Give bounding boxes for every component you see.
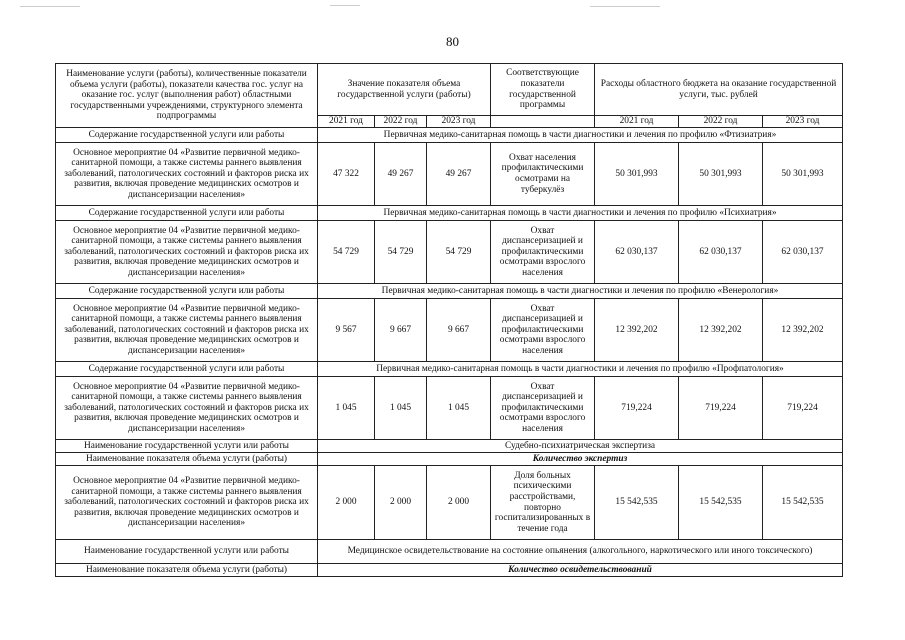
section-title-row xyxy=(56,206,843,221)
expense-2021: 50 301,993 xyxy=(595,143,679,206)
indicator-value: Количество экспертиз xyxy=(318,453,843,466)
indicator-label: Наименование показателя объема услуги (работы) xyxy=(56,453,318,466)
expense-2023: 12 392,202 xyxy=(763,299,843,362)
expense-2021: 62 030,137 xyxy=(595,221,679,284)
page-number: 80 xyxy=(446,34,459,49)
indicator-value: Количество освидетельствований xyxy=(318,564,843,577)
section-title-row xyxy=(56,128,843,143)
header-year: 2023 год xyxy=(763,116,843,128)
header-year: 2022 год xyxy=(375,116,427,128)
section-title: Первичная медико-санитарная помощь в части диагностики и лечения по профилю «Венерология» xyxy=(318,284,843,299)
volume-2022: 1 045 xyxy=(375,377,427,440)
program-indicator: Охват населения профилактическими осмотрами на туберкулёз xyxy=(491,143,595,206)
section-title-row xyxy=(56,284,843,299)
header-volume: Значение показателя объема государственной услуги (работы) xyxy=(318,64,491,116)
program-indicator: Охват диспансеризацией и профилактическими осмотрами взрослого населения xyxy=(491,299,595,362)
service-value: Медицинское освидетельствование на состояние опьянения (алкогольного, наркотического или иного токсического) xyxy=(318,540,843,564)
volume-2022: 2 000 xyxy=(375,466,427,540)
table-row xyxy=(56,221,843,284)
header-year: 2021 год xyxy=(318,116,375,128)
section-title: Первичная медико-санитарная помощь в части диагностики и лечения по профилю «Психиатрия» xyxy=(318,206,843,221)
expense-2021: 12 392,202 xyxy=(595,299,679,362)
activity-name: Основное мероприятие 04 «Развитие первичной медико-санитарной помощи, а также системы раннего выявления заболеваний, патологических состояний и факторов риска их развития, включая проведение медицинских осмотров и диспансеризации населения» xyxy=(56,466,318,540)
volume-2023: 54 729 xyxy=(427,221,491,284)
header-program-indicators: Соответствующие показатели государственной программы xyxy=(491,64,595,116)
program-indicator: Охват диспансеризацией и профилактическими осмотрами взрослого населения xyxy=(491,377,595,440)
table-row xyxy=(56,143,843,206)
budget-table xyxy=(55,63,843,577)
expense-2021: 15 542,535 xyxy=(595,466,679,540)
header-expenses: Расходы областного бюджета на оказание государственной услуги, тыс. рублей xyxy=(595,64,843,116)
expense-2023: 15 542,535 xyxy=(763,466,843,540)
header-service-name: Наименование услуги (работы), количественные показатели объема услуги (работы), показатели качества гос. услуг на оказание гос. услуг (выполнения работ) областными государственными учреждениями, структурного элемента подпрограммы xyxy=(56,64,318,128)
section-label: Содержание государственной услуги или работы xyxy=(56,362,318,377)
indicator-label: Наименование показателя объема услуги (работы) xyxy=(56,564,318,577)
header-year: 2021 год xyxy=(595,116,679,128)
indicator-row xyxy=(56,564,843,577)
volume-2021: 1 045 xyxy=(318,377,375,440)
indicator-row xyxy=(56,453,843,466)
activity-name: Основное мероприятие 04 «Развитие первичной медико-санитарной помощи, а также системы раннего выявления заболеваний, патологических состояний и факторов риска их развития, включая проведение медицинских осмотров и диспансеризации населения» xyxy=(56,221,318,284)
expense-2022: 719,224 xyxy=(679,377,763,440)
program-indicator: Доля больных психическими расстройствами, повторно госпитализированных в течение года xyxy=(491,466,595,540)
volume-2022: 9 667 xyxy=(375,299,427,362)
volume-2021: 54 729 xyxy=(318,221,375,284)
activity-name: Основное мероприятие 04 «Развитие первичной медико-санитарной помощи, а также системы раннего выявления заболеваний, патологических состояний и факторов риска их развития, включая проведение медицинских осмотров и диспансеризации населения» xyxy=(56,377,318,440)
header-empty-cell xyxy=(491,116,595,128)
service-row xyxy=(56,540,843,564)
service-label: Наименование государственной услуги или работы xyxy=(56,540,318,564)
table-row xyxy=(56,466,843,540)
expense-2022: 50 301,993 xyxy=(679,143,763,206)
volume-2022: 54 729 xyxy=(375,221,427,284)
expense-2023: 719,224 xyxy=(763,377,843,440)
service-value: Судебно-психиатрическая экспертиза xyxy=(318,440,843,453)
service-row xyxy=(56,440,843,453)
table-row xyxy=(56,377,843,440)
volume-2021: 9 567 xyxy=(318,299,375,362)
section-title: Первичная медико-санитарная помощь в части диагностики и лечения по профилю «Фтизиатрия» xyxy=(318,128,843,143)
volume-2021: 47 322 xyxy=(318,143,375,206)
volume-2021: 2 000 xyxy=(318,466,375,540)
section-title-row xyxy=(56,362,843,377)
header-row xyxy=(56,64,843,116)
header-year: 2022 год xyxy=(679,116,763,128)
expense-2022: 15 542,535 xyxy=(679,466,763,540)
table-row xyxy=(56,299,843,362)
section-label: Содержание государственной услуги или работы xyxy=(56,284,318,299)
expense-2021: 719,224 xyxy=(595,377,679,440)
volume-2023: 49 267 xyxy=(427,143,491,206)
volume-2023: 1 045 xyxy=(427,377,491,440)
section-label: Содержание государственной услуги или работы xyxy=(56,128,318,143)
section-title: Первичная медико-санитарная помощь в части диагностики и лечения по профилю «Профпатология» xyxy=(318,362,843,377)
volume-2023: 9 667 xyxy=(427,299,491,362)
section-label: Содержание государственной услуги или работы xyxy=(56,206,318,221)
volume-2022: 49 267 xyxy=(375,143,427,206)
activity-name: Основное мероприятие 04 «Развитие первичной медико-санитарной помощи, а также системы раннего выявления заболеваний, патологических состояний и факторов риска их развития, включая проведение медицинских осмотров и диспансеризации населения» xyxy=(56,299,318,362)
expense-2023: 50 301,993 xyxy=(763,143,843,206)
expense-2022: 62 030,137 xyxy=(679,221,763,284)
header-year: 2023 год xyxy=(427,116,491,128)
volume-2023: 2 000 xyxy=(427,466,491,540)
expense-2022: 12 392,202 xyxy=(679,299,763,362)
program-indicator: Охват диспансеризацией и профилактическими осмотрами взрослого населения xyxy=(491,221,595,284)
expense-2023: 62 030,137 xyxy=(763,221,843,284)
activity-name: Основное мероприятие 04 «Развитие первичной медико-санитарной помощи, а также системы раннего выявления заболеваний, патологических состояний и факторов риска их развития, включая проведение медицинских осмотров и диспансеризации населения» xyxy=(56,143,318,206)
service-label: Наименование государственной услуги или работы xyxy=(56,440,318,453)
